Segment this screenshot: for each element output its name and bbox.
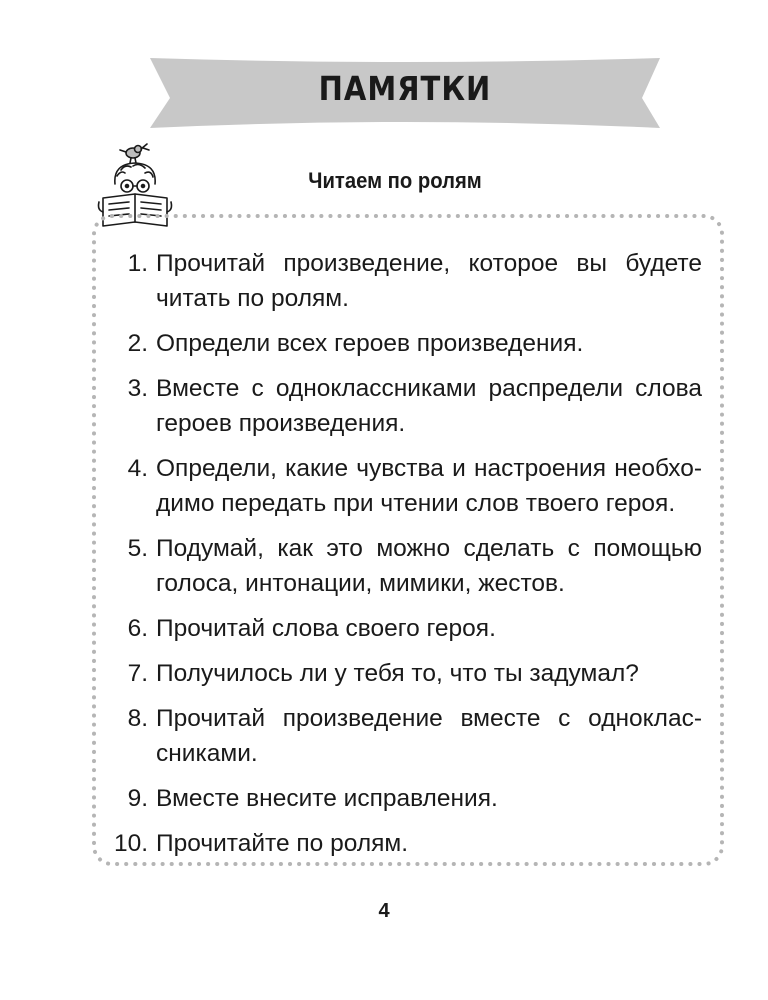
step-number: 8. xyxy=(127,705,148,732)
step-text: Прочитай произведение вместе с одноклассниками. xyxy=(156,705,702,767)
step-text: Прочитайте по ролям. xyxy=(156,830,409,857)
list-item xyxy=(100,826,702,861)
step-number: 4. xyxy=(127,455,148,482)
step-text: Подумай, как это можно сделать с помощью голоса, интонации, мимики, жестов. xyxy=(156,535,702,597)
list-item xyxy=(100,451,702,521)
list-item xyxy=(100,326,702,361)
list-item xyxy=(100,656,702,691)
step-text: Прочитай слова своего героя. xyxy=(156,615,496,642)
step-number: 7. xyxy=(127,660,148,687)
list-item xyxy=(100,701,702,771)
step-number: 10. xyxy=(113,830,148,857)
list-item xyxy=(100,246,702,316)
list-item xyxy=(100,611,702,646)
step-text: Определи, какие чувства и настроения необходимо передать при чтении слов твоего героя. xyxy=(156,455,702,517)
step-number: 1. xyxy=(127,250,148,277)
step-text: Прочитай произведение, которое вы будете читать по ролям. xyxy=(156,250,702,312)
page-number: 4 xyxy=(378,900,390,922)
list-item xyxy=(100,531,702,601)
step-text: Вместе с одноклассниками распредели слова героев произведения. xyxy=(156,375,702,437)
section-title: Читаем по ролям xyxy=(308,168,482,193)
step-text: Вместе внесите исправления. xyxy=(156,785,498,812)
step-text: Получилось ли у тебя то, что ты задумал? xyxy=(156,660,639,687)
list-item xyxy=(100,781,702,816)
steps-list xyxy=(100,246,702,871)
step-number: 5. xyxy=(127,535,148,562)
step-number: 3. xyxy=(127,375,148,402)
title-banner xyxy=(150,58,660,130)
step-number: 2. xyxy=(127,330,148,357)
step-text: Определи всех героев произведения. xyxy=(156,330,584,357)
list-item xyxy=(100,371,702,441)
step-number: 9. xyxy=(127,785,148,812)
step-number: 6. xyxy=(127,615,148,642)
banner-title: ПАМЯТКИ xyxy=(318,69,492,109)
